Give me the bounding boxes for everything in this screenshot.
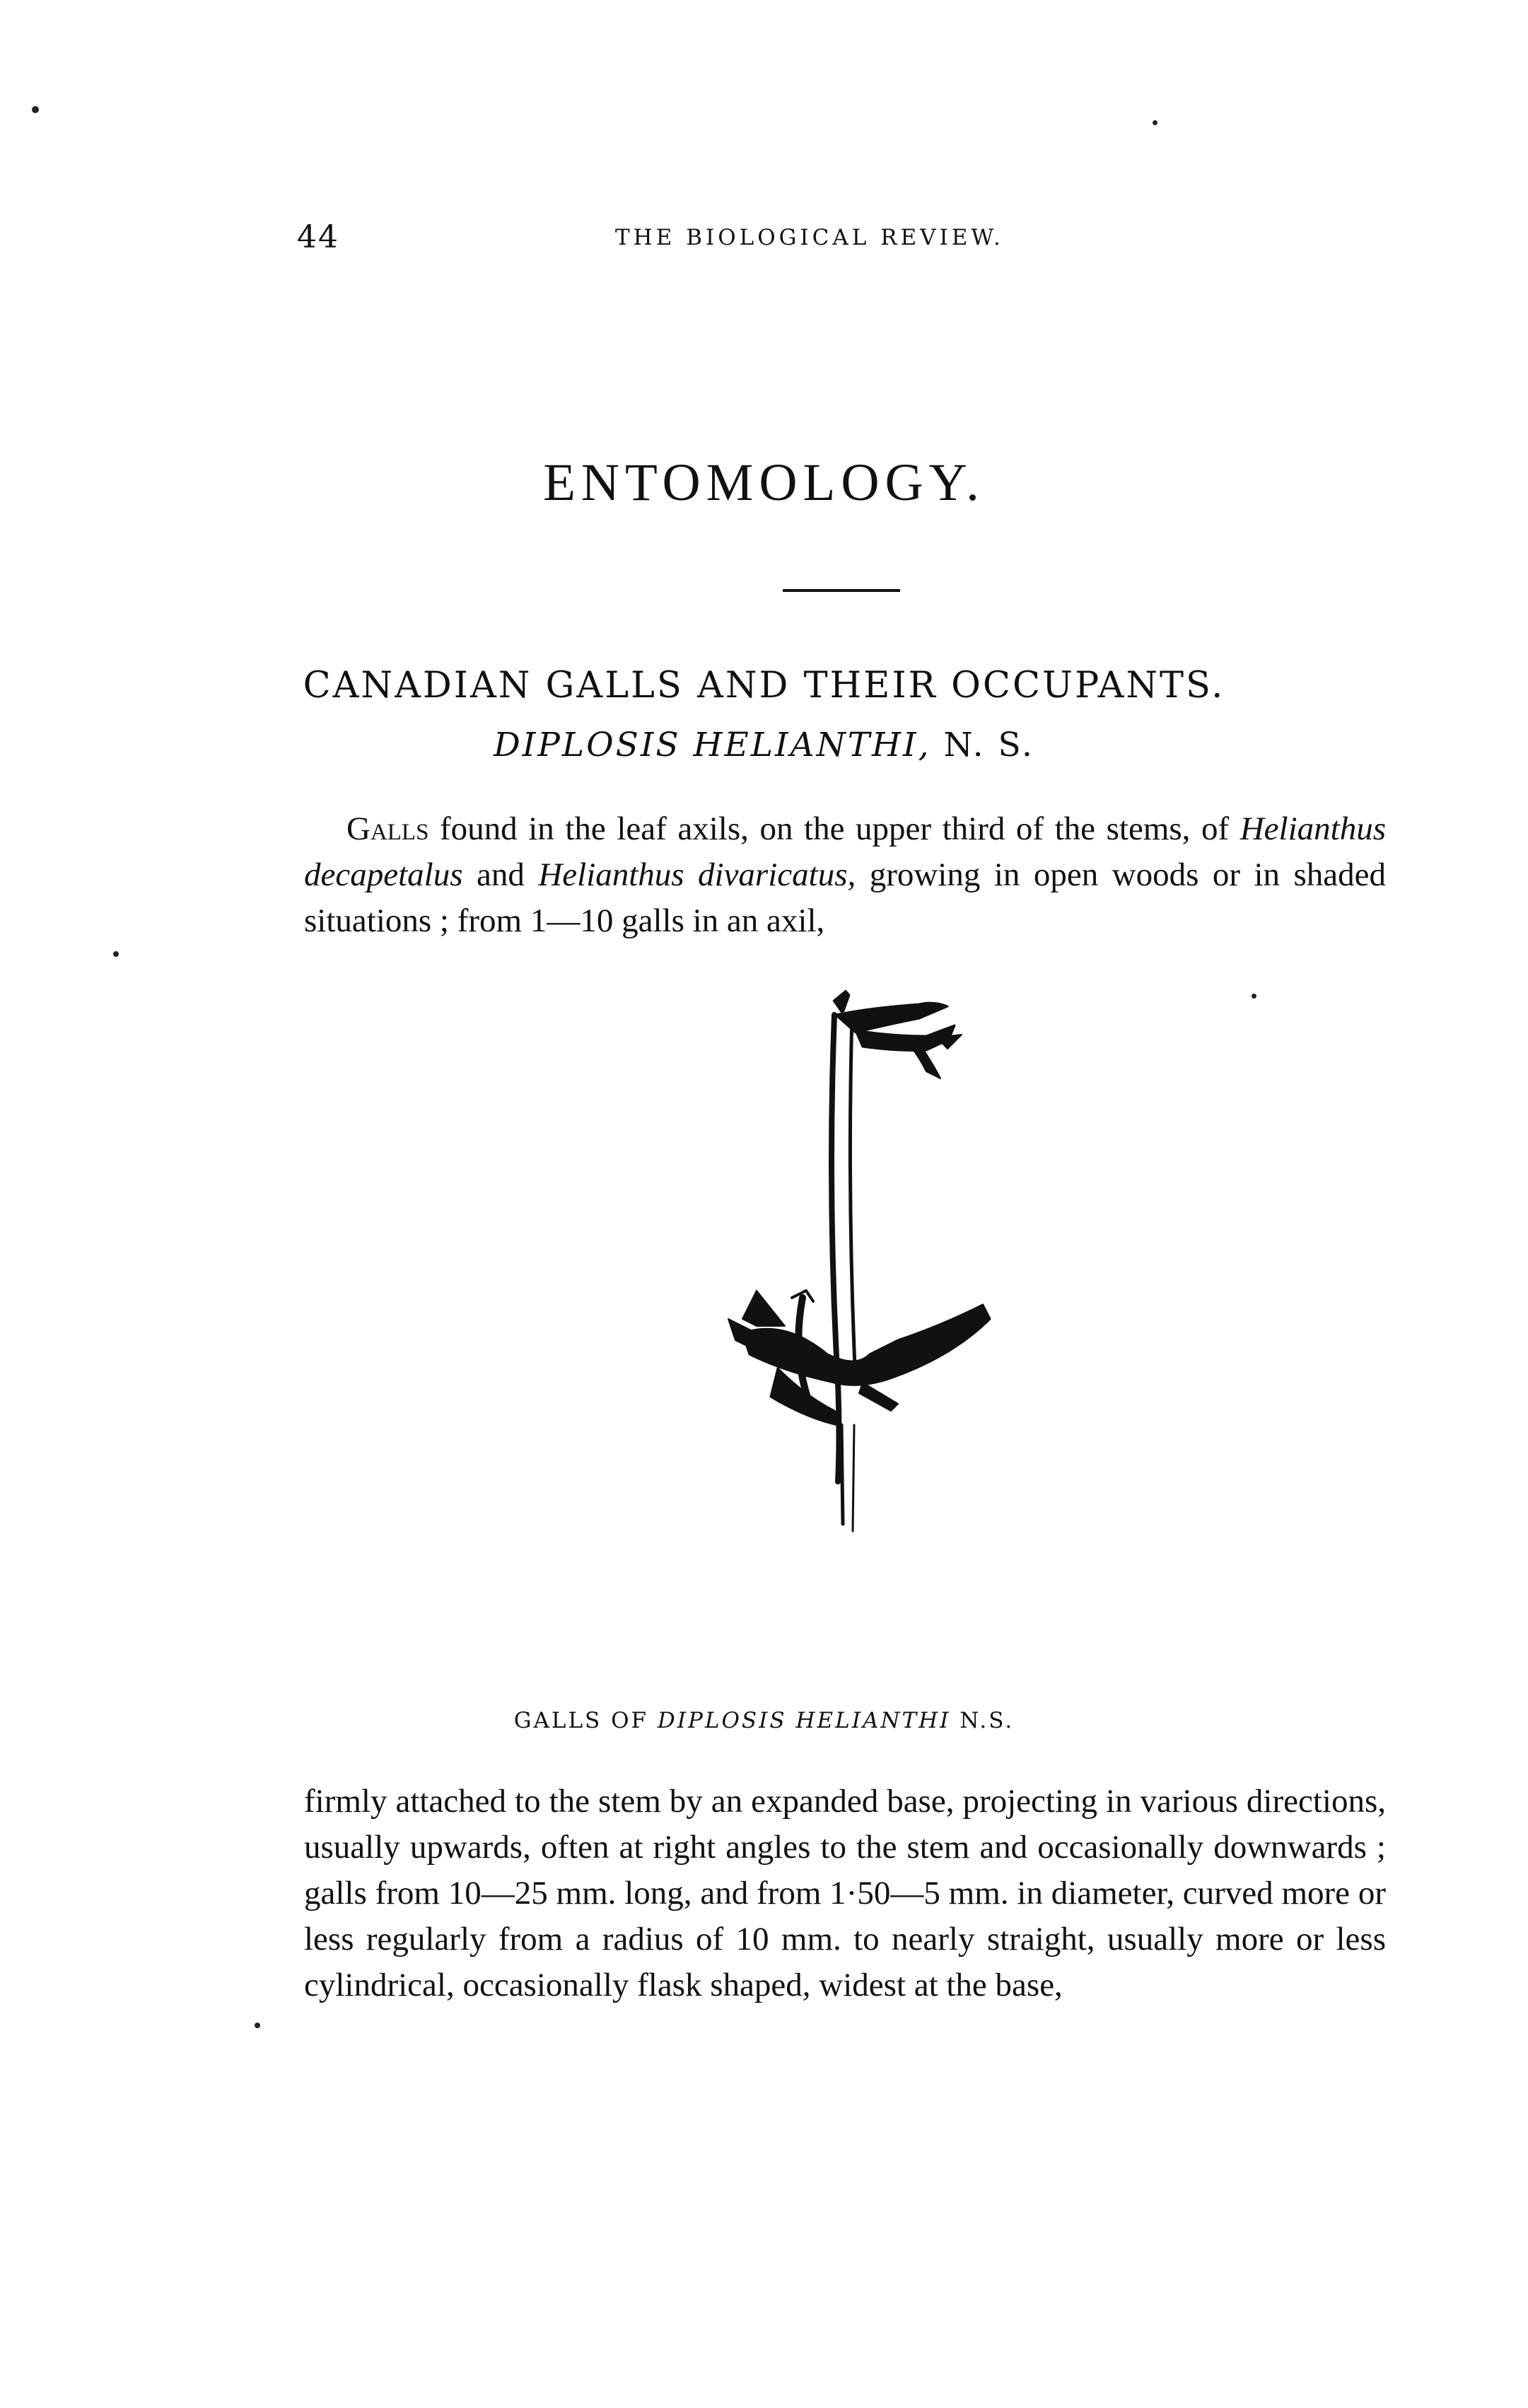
running-head <box>297 219 1351 262</box>
species-name: DIPLOSIS HELIANTHI, <box>494 726 931 764</box>
caption-prefix: GALLS OF <box>513 1708 649 1733</box>
article-subtitle <box>0 726 1528 764</box>
species-suffix: N. S. <box>943 726 1034 764</box>
caption-species: DIPLOSIS HELIANTHI <box>657 1708 951 1733</box>
scan-speck <box>113 951 119 957</box>
paragraph-text-2: and <box>462 856 539 893</box>
gall-drawing-svg <box>686 987 1018 1694</box>
scan-speck <box>1153 120 1157 125</box>
page-number: 44 <box>297 219 339 255</box>
journal-title: THE BIOLOGICAL REVIEW. <box>615 225 1004 250</box>
paragraph-text-3: growing in open woods or in shaded situations ; from 1—10 galls in an axil, <box>304 856 1386 939</box>
figure-caption <box>0 1708 1528 1733</box>
caption-suffix: N.S. <box>960 1708 1015 1733</box>
gall-illustration <box>686 987 1018 1694</box>
section-title: ENTOMOLOGY. <box>543 453 985 512</box>
title-rule <box>783 589 900 592</box>
paragraph-description: firmly attached to the stem by an expanded base, projecting in various directions, usually upwards, often at right angles to the stem and occasionally downwards ; galls from 10—25 mm. long, and from 1·50—5 mm. in diameter, curved more or less regularly from a radius of 10 mm. to nearly straight, usually more or less cylindrical, occasionally flask shaped, widest at the base, <box>304 1783 1386 2003</box>
scan-speck <box>255 2023 260 2028</box>
paragraph-dropcap: Galls <box>346 810 429 847</box>
paragraph-text-1: found in the leaf axils, on the upper third of the stems, of <box>428 810 1240 847</box>
paragraph-intro <box>304 806 1386 944</box>
scan-speck <box>32 106 39 113</box>
article-title: CANADIAN GALLS AND THEIR OCCUPANTS. <box>303 665 1225 706</box>
scan-speck <box>1252 994 1256 999</box>
species-helianthus-divaricatus: Helianthus divaricatus, <box>538 856 856 893</box>
species-helianthus-decapetalus: Helianthus decapetalus <box>304 810 1386 893</box>
